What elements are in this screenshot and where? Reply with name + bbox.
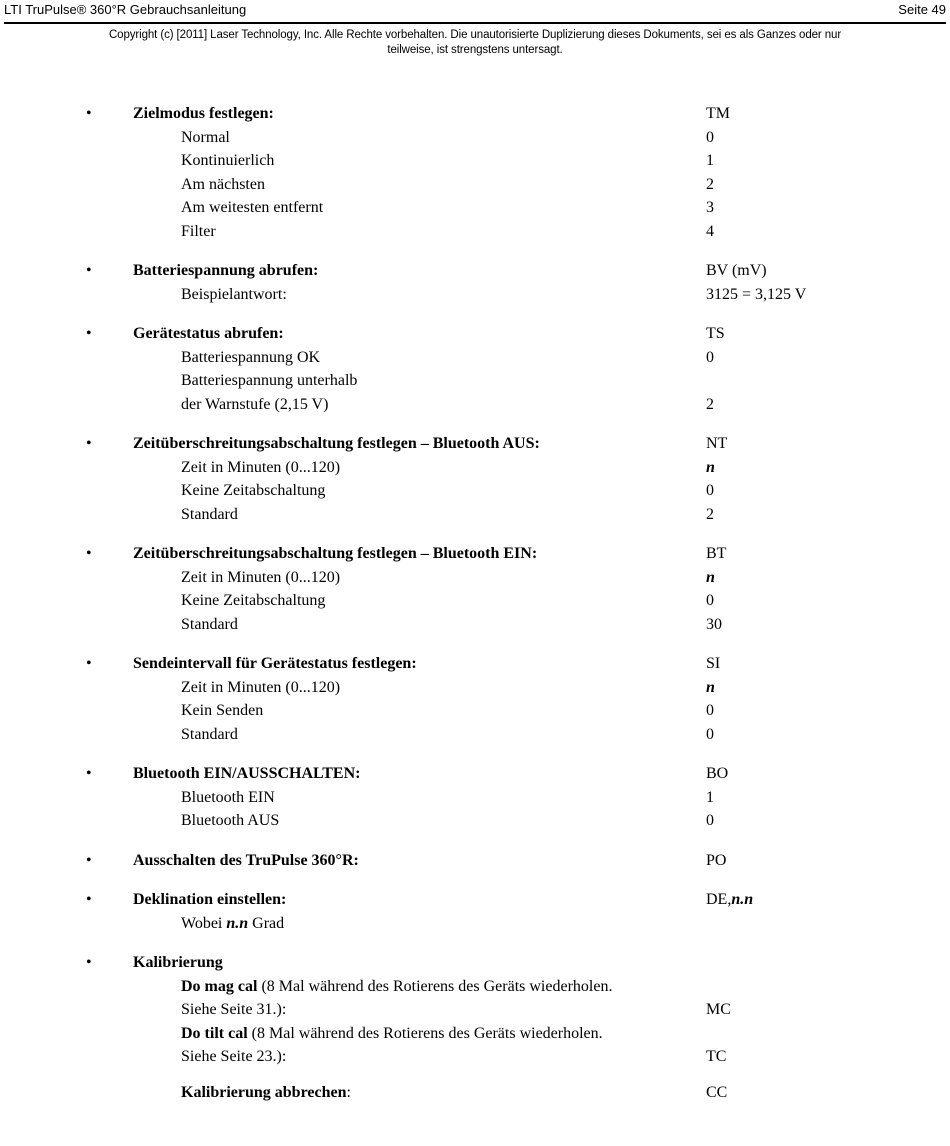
grad-text: Grad: [252, 914, 285, 932]
option-label: Am nächsten: [181, 175, 265, 193]
wobei-text: Wobei: [181, 914, 223, 932]
option-label: Zeit in Minuten (0...120): [181, 568, 341, 586]
option-value: 1: [706, 788, 714, 806]
command-code: [706, 888, 753, 912]
option-label: Batteriespannung unterhalb: [181, 372, 358, 389]
section-bluetooth: [0, 762, 950, 786]
option-label: [181, 1022, 603, 1046]
copyright-line-2: teilweise, ist strengstens untersagt.: [387, 44, 563, 56]
command-code: TC: [706, 1048, 727, 1065]
option-label: Bluetooth EIN: [181, 788, 275, 806]
option-row: [0, 149, 950, 173]
section-zielmodus: [0, 102, 950, 126]
option-value: 3: [706, 199, 714, 216]
option-value: n: [706, 678, 715, 696]
option-row: [0, 723, 950, 747]
option-label: Zeit in Minuten (0...120): [181, 678, 341, 696]
option-label: Kontinuierlich: [181, 152, 275, 169]
section-title: Zielmodus festlegen:: [133, 105, 274, 122]
option-label: Standard: [181, 615, 238, 633]
option-row: [0, 809, 950, 833]
copyright-notice: [10, 28, 940, 58]
option-row: [0, 912, 950, 936]
command-list: [0, 102, 950, 1104]
option-value: n: [706, 458, 715, 476]
bullet: •: [86, 891, 92, 908]
option-value: 2: [706, 395, 714, 413]
option-row: [0, 699, 950, 723]
bullet: •: [86, 262, 92, 279]
option-value: 0: [706, 482, 714, 499]
command-code: MC: [706, 1001, 731, 1018]
bullet: •: [86, 325, 92, 342]
option-label: Filter: [181, 222, 216, 240]
option-label: Kein Senden: [181, 702, 264, 719]
option-value: n: [706, 568, 715, 586]
option-row: [0, 393, 950, 417]
option-row: [0, 975, 950, 999]
bullet: •: [86, 545, 92, 562]
section-timeout-bluetooth-aus: [0, 432, 950, 456]
command-code: BO: [706, 765, 729, 782]
option-label: Standard: [181, 725, 238, 743]
bullet: •: [86, 851, 92, 869]
option-value: 0: [706, 592, 714, 609]
option-value: 0: [706, 702, 714, 719]
section-title: Batteriespannung abrufen:: [133, 262, 319, 279]
command-code: BV (mV): [706, 262, 767, 279]
option-row: [0, 346, 950, 370]
option-row: [0, 173, 950, 197]
command-code: TS: [706, 325, 725, 342]
option-value: 0: [706, 725, 714, 743]
option-label: [181, 975, 612, 999]
option-row: [0, 503, 950, 527]
section-geraetestatus: [0, 322, 950, 346]
section-title: Gerätestatus abrufen:: [133, 325, 284, 342]
section-kalibrierung: [0, 951, 950, 975]
bullet: •: [86, 435, 92, 452]
section-title: Zeitüberschreitungsabschaltung festlegen – Bluetooth AUS:: [133, 435, 540, 452]
copyright-line-1: Copyright (c) [2011] Laser Technology, Inc. Alle Rechte vorbehalten. Die unautorisierte Duplizierung dieses Dokuments, sei es als Ganzes oder nur: [108, 29, 842, 41]
option-label: Beispielantwort:: [181, 285, 287, 303]
option-row: [0, 456, 950, 480]
mag-cal-text: (8 Mal während des Rotierens des Geräts wiederholen.: [261, 977, 613, 995]
option-row: [0, 786, 950, 810]
option-value: 1: [706, 152, 714, 169]
section-title: Ausschalten des TruPulse 360°R:: [133, 851, 359, 869]
abort-colon: :: [346, 1083, 351, 1101]
option-label: Siehe Seite 23.):: [181, 1048, 287, 1065]
code-variable: n.n: [731, 891, 754, 908]
command-code: PO: [706, 851, 727, 869]
command-code: SI: [706, 655, 721, 672]
option-row: [0, 1045, 950, 1069]
option-row: [0, 126, 950, 150]
option-label: Keine Zeitabschaltung: [181, 592, 326, 609]
option-value: 2: [706, 175, 714, 193]
bullet: •: [86, 105, 92, 122]
option-label: Normal: [181, 128, 230, 146]
option-row: [0, 220, 950, 244]
section-sendeintervall: [0, 652, 950, 676]
option-label: Bluetooth AUS: [181, 812, 280, 829]
option-label: Am weitesten entfernt: [181, 199, 324, 216]
option-row: [0, 613, 950, 637]
option-label: Keine Zeitabschaltung: [181, 482, 326, 499]
command-code: TM: [706, 105, 730, 122]
mag-cal-label: Do mag cal: [181, 977, 258, 995]
tilt-cal-label: Do tilt cal: [181, 1024, 248, 1042]
option-row: [0, 998, 950, 1022]
section-title: Zeitüberschreitungsabschaltung festlegen – Bluetooth EIN:: [133, 545, 538, 562]
option-row: [0, 566, 950, 590]
section-batteriespannung: [0, 259, 950, 283]
section-title: Kalibrierung: [133, 954, 223, 971]
command-code: BT: [706, 545, 727, 562]
option-value: 0: [706, 128, 714, 146]
option-row: [0, 479, 950, 503]
option-value: 4: [706, 222, 714, 240]
option-value: 2: [706, 505, 714, 523]
document-title: LTI TruPulse® 360°R Gebrauchsanleitung: [4, 2, 247, 17]
bullet: •: [86, 954, 92, 971]
option-row: [0, 1081, 950, 1105]
option-row: [0, 1022, 950, 1046]
section-title: Bluetooth EIN/AUSSCHALTEN:: [133, 765, 361, 782]
option-row: [0, 283, 950, 307]
option-label: Standard: [181, 505, 238, 523]
abort-cal-label: Kalibrierung abbrechen: [181, 1083, 347, 1101]
bullet: •: [86, 765, 92, 782]
option-row: [0, 369, 950, 393]
option-row: [0, 589, 950, 613]
option-value: 0: [706, 348, 714, 366]
page-number: Seite 49: [898, 2, 946, 17]
bullet: •: [86, 655, 92, 672]
option-label: Batteriespannung OK: [181, 348, 321, 366]
variable-text: n.n: [226, 914, 249, 932]
option-label: Zeit in Minuten (0...120): [181, 458, 341, 476]
option-row: [0, 676, 950, 700]
section-timeout-bluetooth-ein: [0, 542, 950, 566]
option-label: [181, 1081, 351, 1105]
tilt-cal-text: (8 Mal während des Rotierens des Geräts wiederholen.: [251, 1024, 603, 1042]
code-prefix: DE,: [706, 891, 732, 908]
option-value: 30: [706, 615, 722, 633]
page-header: [4, 0, 946, 24]
section-title: Deklination einstellen:: [133, 891, 287, 908]
section-ausschalten: [0, 849, 950, 873]
option-label: der Warnstufe (2,15 V): [181, 395, 329, 413]
section-deklination: [0, 888, 950, 912]
option-row: [0, 196, 950, 220]
option-label: [181, 912, 284, 936]
command-code: CC: [706, 1083, 728, 1101]
section-title: Sendeintervall für Gerätestatus festlegen:: [133, 655, 417, 672]
option-value: 3125 = 3,125 V: [706, 285, 807, 303]
option-label: Siehe Seite 31.):: [181, 1001, 287, 1018]
option-value: 0: [706, 812, 714, 829]
command-code: NT: [706, 435, 728, 452]
